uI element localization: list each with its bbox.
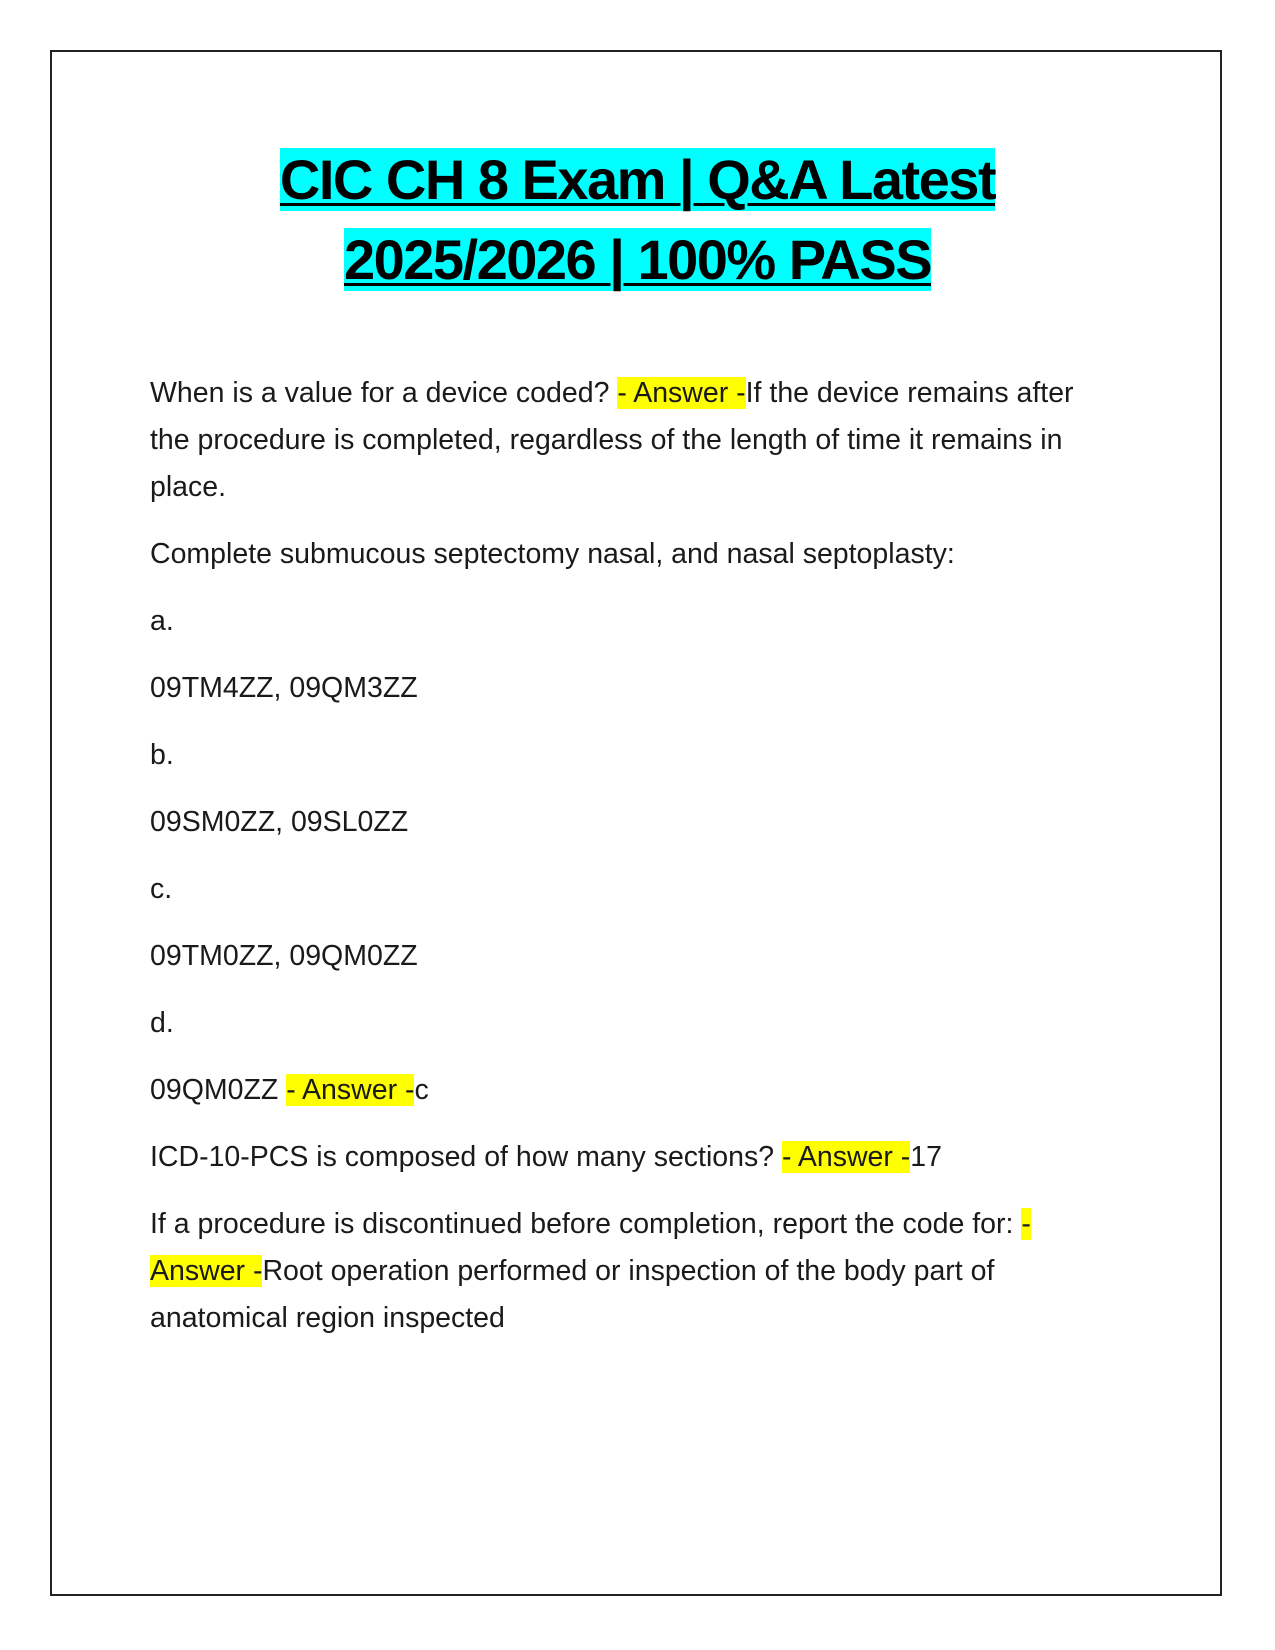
answer-text: c: [414, 1074, 429, 1106]
option-text-c: 09TM0ZZ, 09QM0ZZ: [150, 940, 418, 972]
question-text: ICD-10-PCS is composed of how many sections?: [150, 1141, 783, 1173]
qa-item-device-value: [150, 370, 1110, 511]
answer-marker: - Answer -: [617, 377, 746, 409]
answer-text: If the device remains after the procedure is completed, regardless of the length of time it remains in place.: [150, 377, 1074, 503]
question-text: If a procedure is discontinued before completion, report the code for:: [150, 1208, 1022, 1240]
option-text-a: 09TM4ZZ, 09QM3ZZ: [150, 672, 418, 704]
answer-text: Root operation performed or inspection of the body part of anatomical region inspected: [150, 1255, 995, 1334]
qa-item-pcs-sections: [150, 1134, 1110, 1181]
option-letter-c: c.: [150, 873, 173, 905]
document-title: [50, 140, 1225, 300]
option-text-b: 09SM0ZZ, 09SL0ZZ: [150, 806, 409, 838]
answer-text: 17: [910, 1141, 942, 1173]
option-text-d-with-answer: [150, 1067, 1110, 1114]
qa-item-discontinued-procedure: [150, 1201, 1110, 1342]
title-line-2: 2025/2026 | 100% PASS: [343, 228, 932, 291]
answer-marker: - Answer -: [286, 1074, 415, 1106]
answer-marker: - Answer -: [782, 1141, 911, 1173]
option-letter-a: a.: [150, 605, 174, 637]
qa-item-septectomy-question: Complete submucous septectomy nasal, and nasal septoplasty:: [150, 538, 955, 570]
option-letter-b: b.: [150, 739, 174, 771]
title-line-1: CIC CH 8 Exam | Q&A Latest: [279, 148, 996, 211]
answer-marker-part-1: -: [1021, 1208, 1031, 1240]
question-text: When is a value for a device coded?: [150, 377, 618, 409]
option-letter-d: d.: [150, 1007, 174, 1039]
answer-marker-part-2: Answer -: [150, 1255, 263, 1287]
qa-content: [150, 370, 1110, 1362]
option-text-d: 09QM0ZZ: [150, 1074, 287, 1106]
